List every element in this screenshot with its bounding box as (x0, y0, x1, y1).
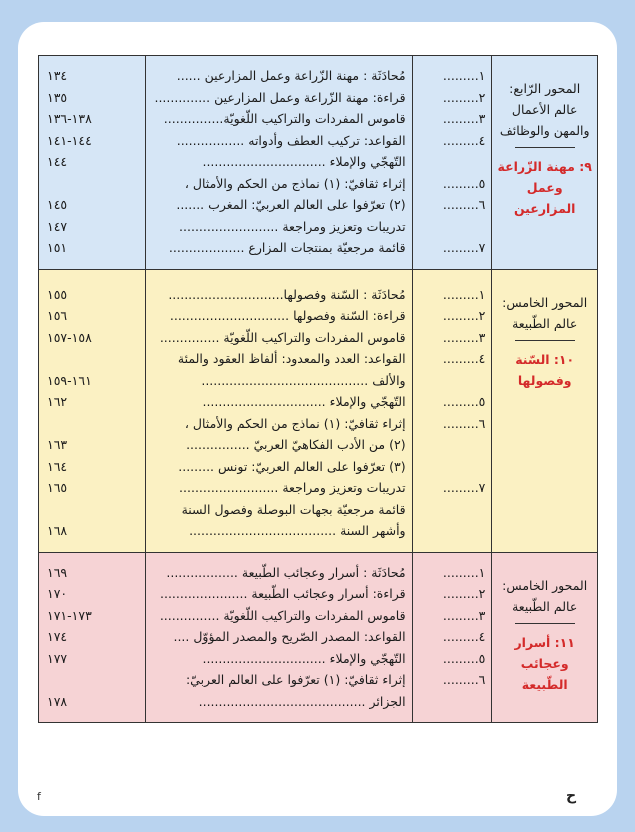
table-of-contents (38, 55, 598, 723)
lesson-number: ٦......... (442, 197, 486, 212)
page-number (39, 413, 145, 435)
topic-line: قراءة: مهنة الزّراعة وعمل المزارعين .............. (154, 89, 406, 105)
page-number: ١٦٤ (47, 458, 68, 474)
toc-section (39, 552, 598, 723)
lesson-number: ٢......... (442, 89, 486, 105)
lesson-number: ٣......... (442, 329, 486, 345)
page-number (39, 499, 145, 521)
topic-line: قاموس المفردات والتراكيب اللّغويّة............... (163, 111, 406, 126)
topic-line: قراءة: أسرار وعجائب الطّبيعة ...................... (160, 586, 406, 601)
topic-line: التّهجّي والإملاء ............................... (202, 650, 406, 666)
page-number: ١٦٨ (47, 523, 68, 538)
lesson-number (413, 151, 492, 173)
lesson-number: ٦......... (442, 672, 486, 687)
page-number: ١٤٤-١٤١ (47, 132, 92, 148)
topic-line: وأشهر السنة ..................................... (189, 523, 406, 538)
topic-line: التّهجّي والإملاء ............................... (202, 154, 406, 169)
lesson-number: ٧......... (442, 240, 486, 255)
topic-line: مُحادَثَة : مهنة الزّراعة وعمل المزارعين ...... (176, 68, 406, 83)
topic-line: (٢) من الأدب الفكاهيّ العربيّ ................ (186, 437, 406, 452)
page-number: ١٥٥ (47, 286, 68, 302)
lesson-number: ٥......... (442, 175, 486, 191)
footer-page-letter: ح (566, 788, 577, 804)
axis-title: المحور الخامس: عالم الطّبيعة (502, 577, 588, 614)
lesson-number: ٤......... (442, 351, 486, 366)
lesson-number: ٢......... (442, 308, 486, 323)
topic-line: إثراء ثقافيّ: (١) نماذج من الحكم والأمثال ، (184, 175, 406, 191)
topic-line: إثراء ثقافيّ: (١) نماذج من الحكم والأمثال ، (184, 415, 406, 431)
lesson-number (413, 691, 492, 713)
page-number-column (39, 56, 146, 270)
lesson-number: ٦......... (442, 415, 486, 431)
page-number: ١٧٨ (47, 693, 68, 709)
axis-title: المحور الرّابع: عالم الأعمال والمهن والوظائف (499, 81, 590, 138)
unit-title: ١٠: السّنة وفصولها (515, 351, 575, 388)
topic-line: الجزائر .......................................... (198, 693, 406, 709)
page-number-column (39, 552, 146, 723)
lesson-number: ١......... (442, 286, 486, 302)
unit-title: ٩: مهنة الزّراعة وعمل المزارعين (497, 159, 592, 216)
lesson-number: ٤......... (442, 132, 486, 148)
lesson-number-column (412, 269, 492, 552)
page-number: ١٤٥ (47, 197, 68, 212)
unit-title: ١١: أسرار وعجائب الطّبيعة (514, 634, 575, 692)
page-number: ١٣٤ (47, 68, 68, 83)
topic-line: قائمة مرجعيّة بمنتجات المزارع ................... (168, 240, 406, 255)
topic-line: القواعد: تركيب العطف وأدواته ................. (176, 132, 406, 148)
topic-line: إثراء ثقافيّ: (١) تعرّفوا على العالم العربيّ: (185, 672, 406, 687)
unit-cell (492, 552, 598, 723)
page-number: ١٥٨-١٥٧ (47, 329, 92, 345)
topic-line: (٢) تعرّفوا على العالم العربيّ: المغرب ....... (176, 197, 406, 212)
page-number: ١٥١ (47, 240, 68, 255)
lesson-number: ٥......... (442, 394, 486, 409)
lesson-number (413, 520, 492, 542)
lesson-number (413, 434, 492, 456)
lesson-number: ٢......... (442, 586, 486, 601)
lesson-number (413, 216, 492, 238)
page-number: ١٦٩ (47, 564, 68, 580)
lesson-number: ١......... (442, 68, 486, 83)
lesson-number: ١......... (442, 564, 486, 580)
unit-cell (492, 269, 598, 552)
topic-line: تدريبات وتعزيز ومراجعة ......................... (179, 218, 406, 234)
page-number: ١٧٠ (47, 586, 68, 601)
topic-line: قاموس المفردات والتراكيب اللّغويّة ............... (159, 607, 406, 623)
page-number (39, 173, 145, 195)
lesson-number: ٥......... (442, 650, 486, 666)
page-number: ١٦٥ (47, 480, 68, 495)
page-number: ١٥٦ (47, 308, 68, 323)
topic-column (145, 269, 412, 552)
lesson-number-column (412, 552, 492, 723)
topic-line: والألف .......................................... (201, 372, 406, 388)
page-number: ١٦١-١٥٩ (47, 372, 92, 388)
lesson-number: ٣......... (442, 607, 486, 623)
divider (515, 340, 575, 341)
toc-section (39, 56, 598, 270)
topic-line: مُحادَثَة : السّنة وفصولها............................. (168, 286, 406, 302)
page-number: ١٦٢ (47, 394, 68, 409)
footer-left-mark: f (37, 790, 41, 803)
topic-line: قائمة مرجعيّة بجهات البوصلة وفصول السنة (181, 501, 406, 517)
divider (515, 147, 575, 148)
lesson-number (413, 499, 492, 521)
lesson-number: ٧......... (442, 480, 486, 495)
page-number: ١٧٣-١٧١ (47, 607, 92, 623)
page-number (39, 348, 145, 370)
topic-line: قراءة: السّنة وفصولها .............................. (169, 308, 406, 323)
page-number: ١٦٣ (47, 437, 68, 452)
lesson-number: ٣......... (442, 111, 486, 126)
topic-line: قاموس المفردات والتراكيب اللّغويّة ............... (159, 329, 406, 345)
topic-column (145, 56, 412, 270)
topic-line: (٣) تعرّفوا على العالم العربيّ: تونس ......... (178, 458, 406, 474)
page-number: ١٧٧ (47, 650, 68, 666)
divider (515, 623, 575, 624)
lesson-number-column (412, 56, 492, 270)
topic-line: التّهجّي والإملاء ............................... (202, 394, 406, 409)
topic-column (145, 552, 412, 723)
page-number-column (39, 269, 146, 552)
page-number (39, 669, 145, 691)
lesson-number: ٤......... (442, 629, 486, 644)
page-number: ١٤٤ (47, 154, 68, 169)
page-number: ١٤٧ (47, 218, 68, 234)
page-number: ١٣٨-١٣٦ (47, 111, 92, 126)
lesson-number (413, 456, 492, 478)
lesson-number (413, 370, 492, 392)
topic-line: القواعد: المصدر الصّريح والمصدر المؤوّل .... (173, 629, 406, 644)
toc-section (39, 269, 598, 552)
axis-title: المحور الخامس: عالم الطّبيعة (502, 294, 588, 331)
unit-cell (492, 56, 598, 270)
page-number: ١٧٤ (47, 629, 68, 644)
topic-line: مُحادَثَة : أسرار وعجائب الطّبيعة .................. (166, 564, 406, 580)
topic-line: القواعد: العدد والمعدود: ألفاظ العقود والمئة (177, 351, 406, 366)
topic-line: تدريبات وتعزيز ومراجعة ......................... (179, 480, 406, 495)
page-number: ١٣٥ (47, 89, 68, 105)
